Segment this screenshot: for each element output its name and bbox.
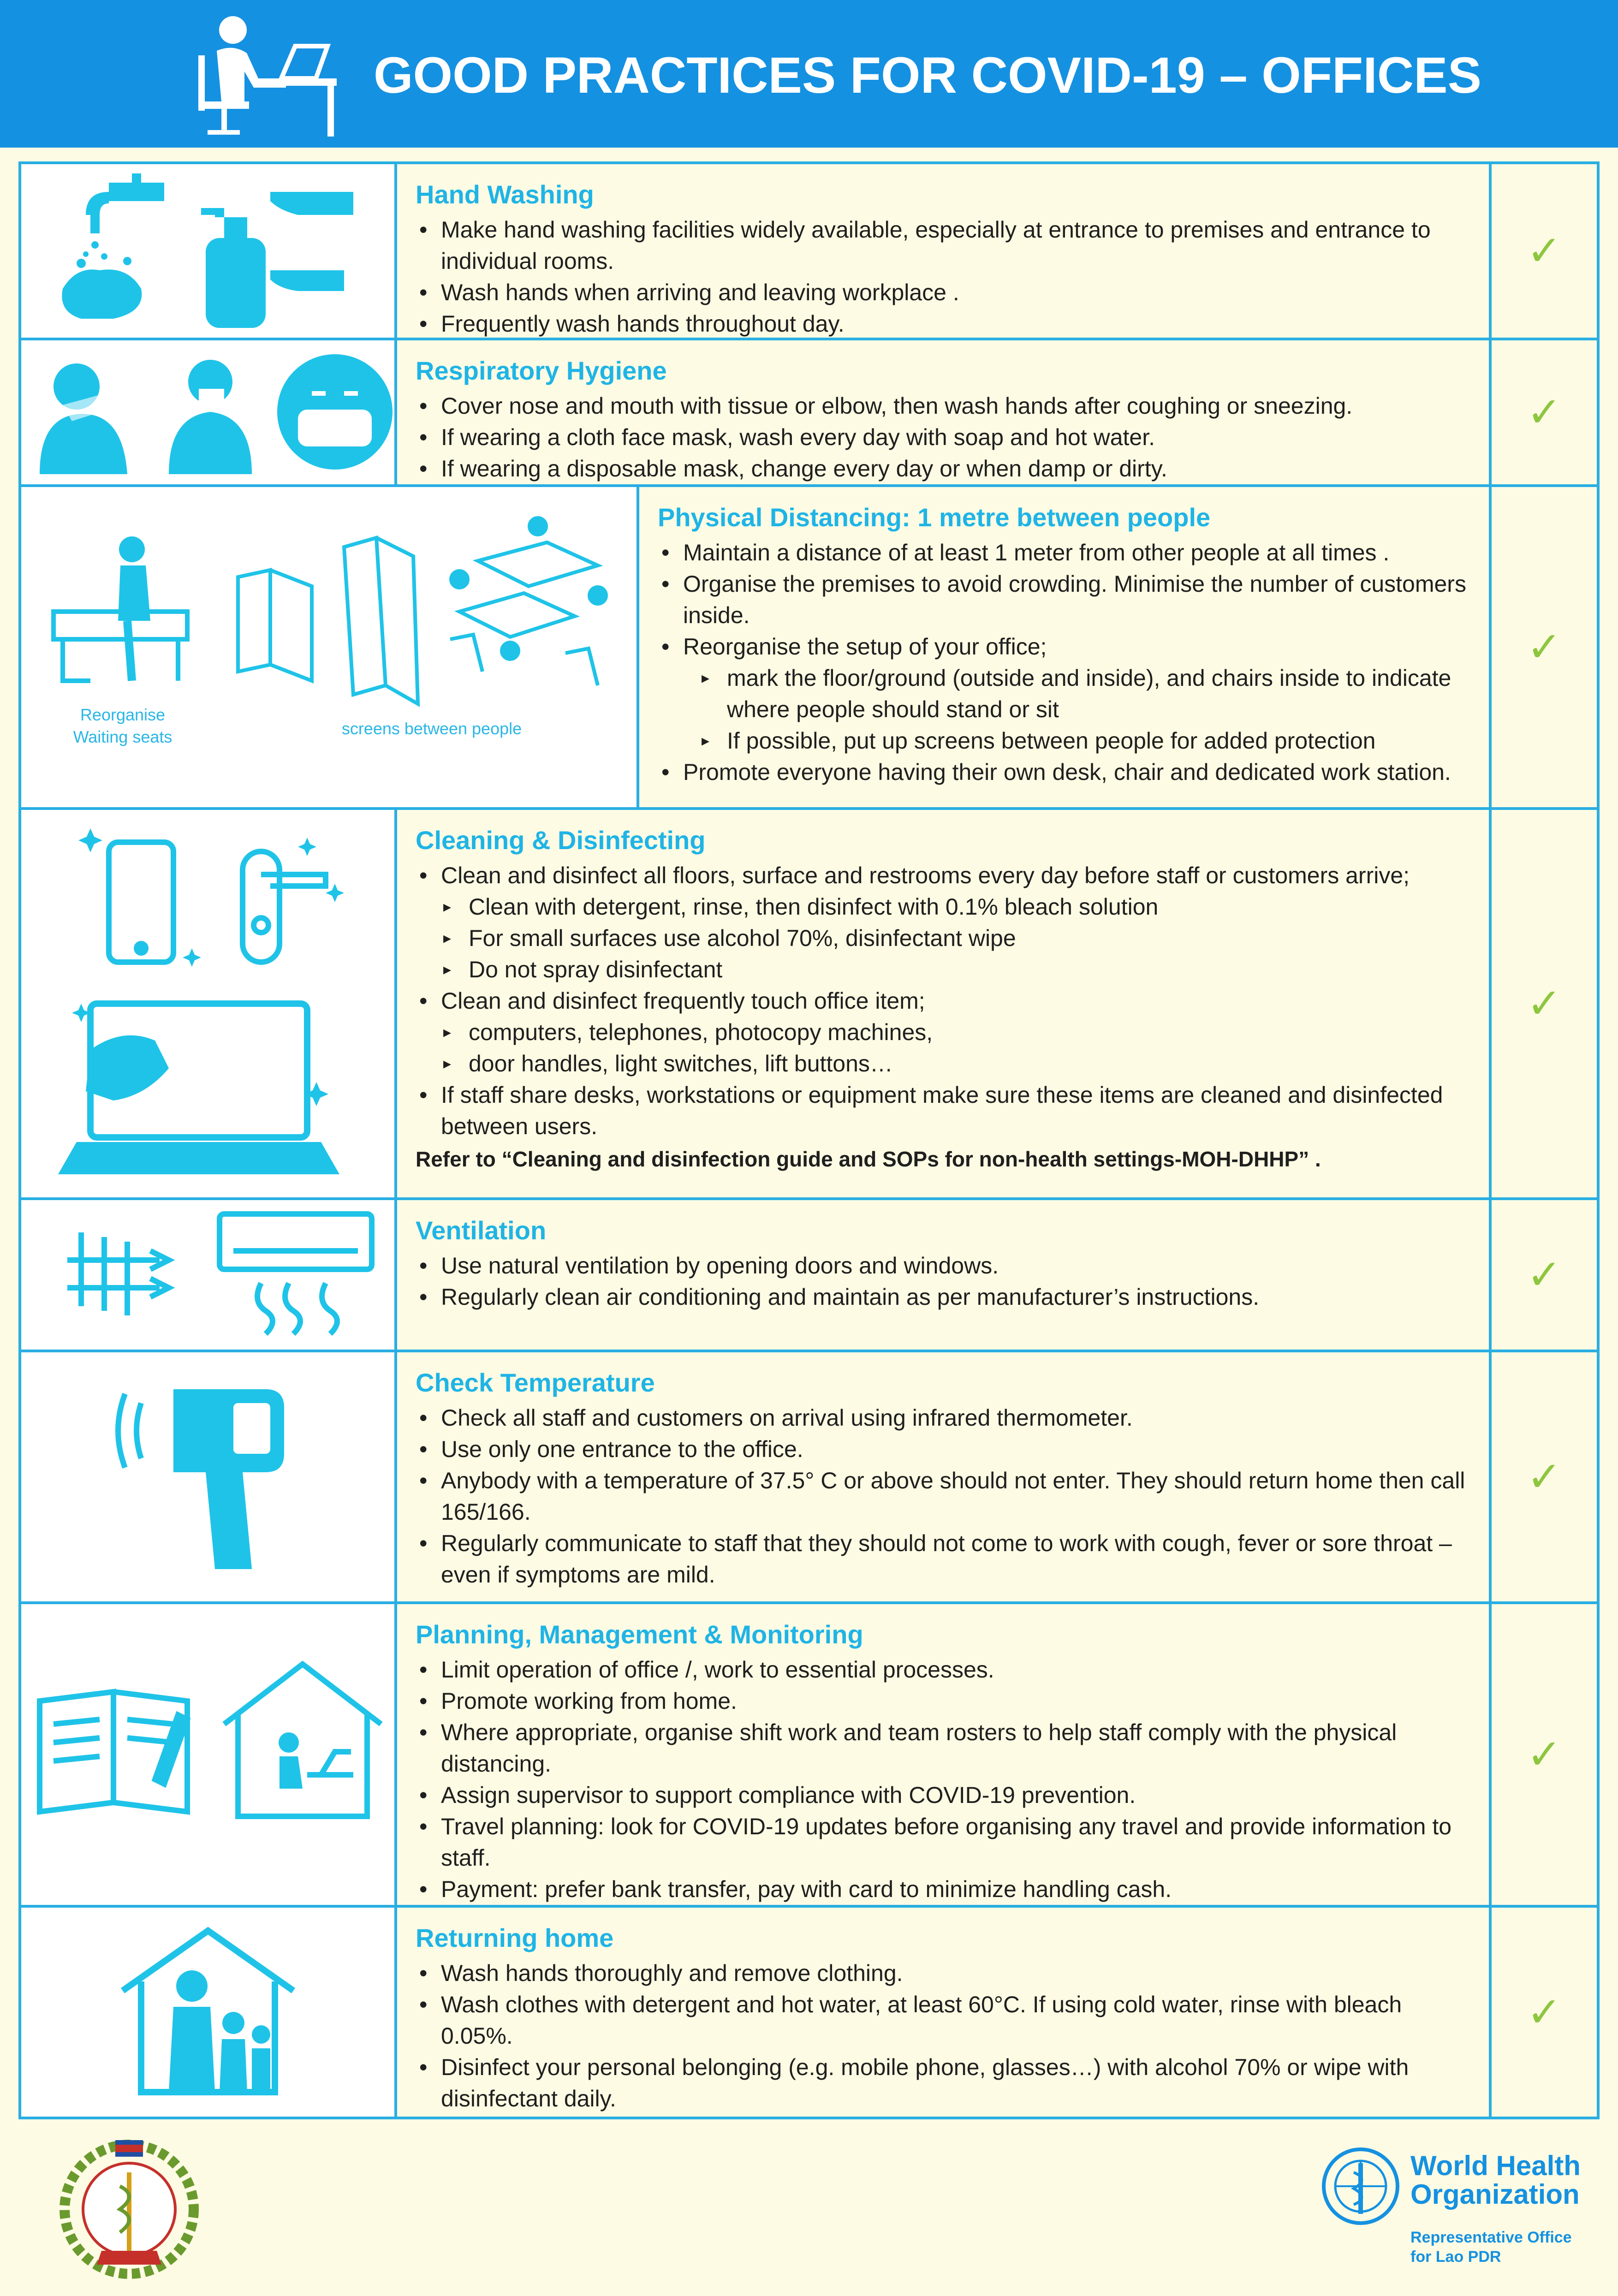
check-cell (1489, 340, 1597, 484)
section-title: Returning home (416, 1923, 614, 1952)
office-desks-icon (450, 518, 606, 685)
temperature-illustration (21, 1352, 397, 1601)
soap-dispenser-icon (201, 192, 353, 328)
laptop-cleaning-icon (58, 1004, 339, 1174)
section-cleaning-disinfecting (21, 810, 1597, 1200)
who-office (1410, 2228, 1572, 2266)
hand-washing-text (397, 164, 1489, 338)
who-name-line1: World Health (1410, 2150, 1581, 2181)
tap-washing-icon (62, 173, 164, 319)
seats-caption (54, 704, 192, 748)
bullet-item: • Organise the premises to avoid crowding. Minimise the number of customers inside. (658, 568, 1475, 631)
work-from-home-icon (224, 1664, 381, 1816)
ventilation-text (397, 1200, 1489, 1350)
tissue-cough-icon (169, 360, 252, 474)
bullet-item: • Disinfect your personal belonging (e.g. mobile phone, glasses…) with alcohol 70% or wipe with disinfectant daily. (416, 2052, 1475, 2114)
check-cell (1489, 810, 1597, 1197)
returning-home-illustration (21, 1908, 397, 2117)
door-handle-icon (243, 851, 326, 962)
bullet-item: • Anybody with a temperature of 37.5° C or above should not enter. They should return home then call 165/166. (416, 1465, 1475, 1528)
bullet-item: • Make hand washing facilities widely available, especially at entrance to premises and entrance to individual rooms. (416, 214, 1475, 277)
bullet-item: • If wearing a cloth face mask, wash every day with soap and hot water. (416, 422, 1475, 453)
section-title: Physical Distancing: 1 metre between people (658, 503, 1211, 532)
bullet-item: • Limit operation of office /, work to essential processes. (416, 1654, 1475, 1685)
check-cell (1489, 1908, 1597, 2117)
infrared-thermometer-icon (118, 1389, 284, 1569)
sub-bullet-item: ▸ If possible, put up screens between people for added protection (658, 725, 1475, 756)
check-icon: ✓ (1527, 1988, 1562, 2036)
waiting-seats-icon (54, 536, 187, 681)
bullet-item: • Wash hands thoroughly and remove clothing. (416, 1957, 1475, 1989)
bullet-item: • Reorganise the setup of your office; (658, 631, 1475, 662)
page-title: GOOD PRACTICES FOR COVID-19 – OFFICES (374, 47, 1481, 104)
header-bar (0, 0, 1618, 148)
section-respiratory-hygiene (21, 340, 1597, 487)
section-check-temperature (21, 1352, 1597, 1604)
bullet-item: • Promote working from home. (416, 1685, 1475, 1717)
who-office-line1: Representative Office (1410, 2229, 1572, 2246)
office-worker-icon (189, 9, 341, 143)
check-cell (1489, 1200, 1597, 1350)
seats-caption-text: Reorganise Waiting seats (73, 705, 173, 746)
bullet-item: • Payment: prefer bank transfer, pay with card to minimize handling cash. (416, 1874, 1475, 1905)
ventilation-illustration (21, 1200, 397, 1350)
reference-note: Refer to “Cleaning and disinfection guide and SOPs for non-health settings-MOH-DHHP” . (416, 1147, 1321, 1171)
bullet-item: • Frequently wash hands throughout day. (416, 308, 1475, 339)
bullet-item: • Regularly communicate to staff that they should not come to work with cough, fever or sore throat – even if symptoms are mild. (416, 1528, 1475, 1590)
practices-table (18, 161, 1600, 2119)
returning-home-text (397, 1908, 1489, 2117)
section-title: Planning, Management & Monitoring (416, 1620, 863, 1649)
hand-washing-illustration (21, 164, 397, 338)
bullet-item: • Check all staff and customers on arrival using infrared thermometer. (416, 1402, 1475, 1434)
bullet-item: • Travel planning: look for COVID-19 updates before organising any travel and provide information to staff. (416, 1811, 1475, 1874)
section-title: Cleaning & Disinfecting (416, 826, 706, 855)
planning-text (397, 1604, 1489, 1905)
check-icon: ✓ (1527, 623, 1562, 672)
face-mask-icon (277, 354, 393, 470)
section-physical-distancing (21, 487, 1597, 810)
section-ventilation (21, 1200, 1597, 1352)
mobile-phone-icon (109, 842, 173, 962)
respiratory-illustration (21, 340, 397, 484)
bullet-item: • Cover nose and mouth with tissue or elbow, then wash hands after coughing or sneezing. (416, 390, 1475, 422)
bullet-item: • Regularly clean air conditioning and maintain as per manufacturer’s instructions. (416, 1281, 1475, 1313)
section-planning-management (21, 1604, 1597, 1908)
bullet-item: • Promote everyone having their own desk, chair and dedicated work station. (658, 756, 1475, 788)
ministry-emblem-logo (46, 2131, 212, 2288)
check-cell (1489, 164, 1597, 338)
section-hand-washing (21, 164, 1597, 340)
sub-bullet-item: ▸ Clean with detergent, rinse, then disinfect with 0.1% bleach solution (416, 891, 1475, 922)
sub-bullet-item: ▸ Do not spray disinfectant (416, 954, 1475, 985)
family-home-icon (123, 1931, 293, 2092)
bullet-item: • Wash hands when arriving and leaving workplace . (416, 277, 1475, 308)
bullet-item: • Use natural ventilation by opening doors and windows. (416, 1250, 1475, 1281)
section-title: Check Temperature (416, 1368, 655, 1397)
window-airflow-icon (67, 1232, 169, 1315)
temperature-text (397, 1352, 1489, 1601)
bullet-item: • Clean and disinfect frequently touch office item; (416, 985, 1475, 1017)
bullet-item: • Clean and disinfect all floors, surface and restrooms every day before staff or customers arrive; (416, 860, 1475, 891)
bullet-item: • Wash clothes with detergent and hot water, at least 60°C. If using cold water, rinse with bleach 0.05%. (416, 1989, 1475, 2052)
bullet-item: • If staff share desks, workstations or equipment make sure these items are cleaned and disinfected between users. (416, 1079, 1475, 1142)
bullet-item: • Use only one entrance to the office. (416, 1434, 1475, 1465)
check-cell (1489, 1604, 1597, 1905)
check-icon: ✓ (1527, 979, 1562, 1028)
partition-screens-icon (238, 538, 418, 704)
air-conditioner-icon (220, 1214, 372, 1334)
planning-illustration (21, 1604, 397, 1905)
section-title: Hand Washing (416, 180, 594, 209)
section-title: Ventilation (416, 1216, 547, 1245)
screens-caption: screens between people (341, 719, 522, 738)
check-cell (1489, 1352, 1597, 1601)
sub-bullet-item: ▸ computers, telephones, photocopy machines, (416, 1017, 1475, 1048)
bullet-item: • Assign supervisor to support compliance with COVID-19 prevention. (416, 1779, 1475, 1811)
check-icon: ✓ (1527, 1250, 1562, 1299)
who-emblem-logo (1319, 2145, 1402, 2228)
sneeze-elbow-icon (40, 363, 127, 474)
open-book-icon (40, 1692, 187, 1812)
sub-bullet-item: ▸ door handles, light switches, lift buttons… (416, 1048, 1475, 1079)
bullet-item: • Where appropriate, organise shift work and team rosters to help staff comply with the physical distancing. (416, 1717, 1475, 1779)
check-icon: ✓ (1527, 1452, 1562, 1501)
section-returning-home (21, 1908, 1597, 2117)
who-name-line2: Organization (1410, 2179, 1580, 2210)
sub-bullet-item: ▸ For small surfaces use alcohol 70%, disinfectant wipe (416, 922, 1475, 954)
distancing-illustration (21, 487, 639, 807)
check-cell (1489, 487, 1597, 807)
cleaning-illustration (21, 810, 397, 1197)
check-icon: ✓ (1527, 1730, 1562, 1779)
check-icon: ✓ (1527, 388, 1562, 437)
sub-bullet-item: ▸ mark the floor/ground (outside and inside), and chairs inside to indicate where people should stand or sit (658, 662, 1475, 725)
respiratory-text (397, 340, 1489, 484)
who-name (1410, 2152, 1581, 2209)
bullet-item: • Maintain a distance of at least 1 meter from other people at all times . (658, 537, 1475, 568)
bullet-item: • If wearing a disposable mask, change every day or when damp or dirty. (416, 453, 1475, 484)
section-title: Respiratory Hygiene (416, 356, 667, 385)
distancing-text (639, 487, 1489, 807)
who-office-line2: for Lao PDR (1410, 2248, 1501, 2266)
check-icon: ✓ (1527, 226, 1562, 275)
cleaning-text (397, 810, 1489, 1197)
